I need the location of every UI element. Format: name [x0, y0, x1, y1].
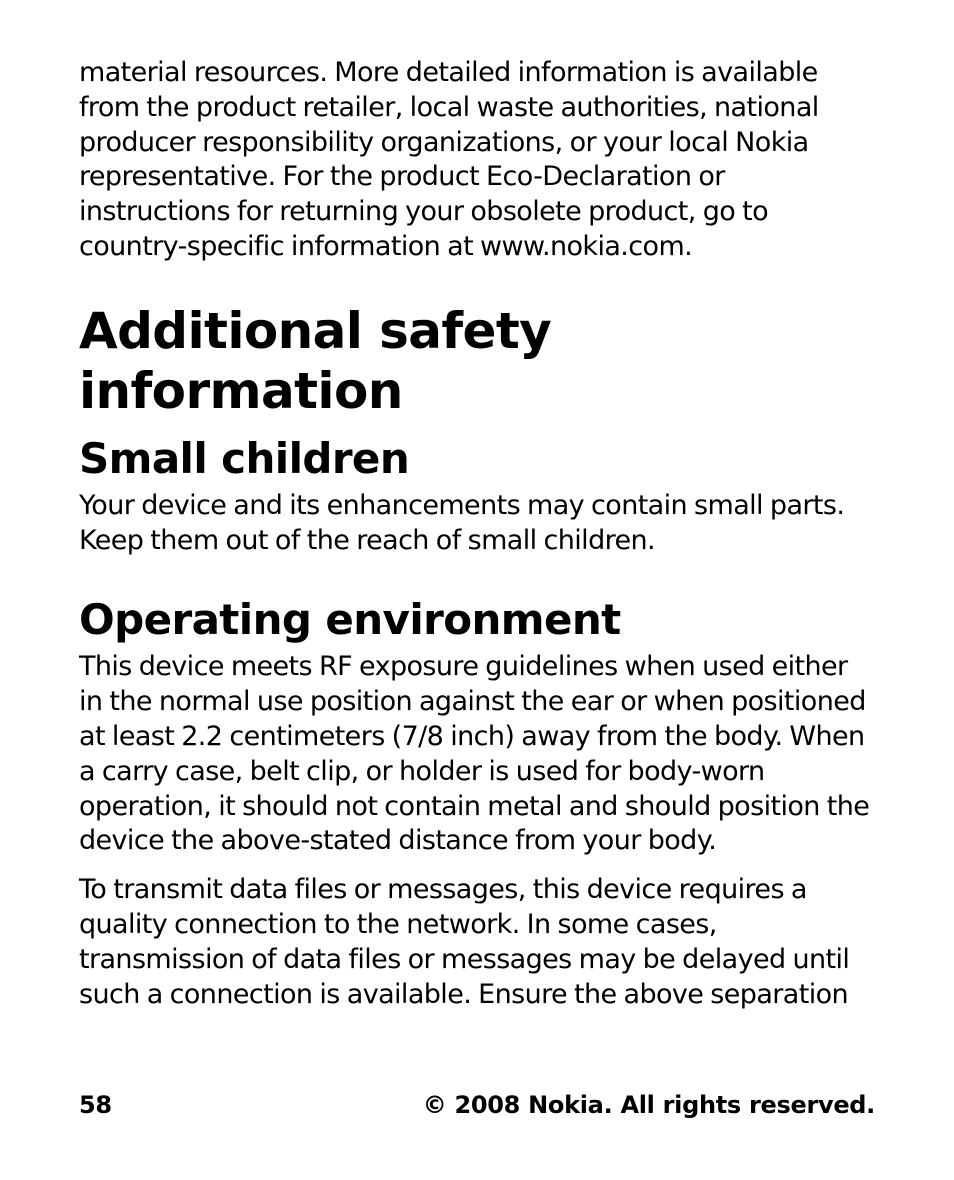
page-footer: [79, 1090, 875, 1120]
intro-paragraph: material resources. More detailed information is available from the product retailer, local waste authorities, national producer responsibility organizations, or your local Nokia representative. For the product Eco-Declaration or instructions for returning your obsolete product, go to country-specific information at www.nokia.com.: [79, 57, 819, 262]
page-content: [79, 56, 875, 1012]
operating-environment-paragraph-2: To transmit data files or messages, this device requires a quality connection to the network. In some cases, transmission of data files or messages may be delayed until such a connection is available. Ensure the above separation: [79, 874, 850, 1010]
page-number: 58: [79, 1091, 112, 1119]
small-children-heading: Small children: [79, 433, 410, 483]
copyright-notice: © 2008 Nokia. All rights reserved.: [422, 1091, 875, 1119]
operating-environment-paragraph-1: This device meets RF exposure guidelines when used either in the normal use position against the ear or when positioned at least 2.2 centimeters (7/8 inch) away from the body. When a carry case, belt clip, or holder is used for body-worn operation, it should not contain metal and should position the device the above-stated distance from your body.: [79, 651, 870, 857]
small-children-paragraph: Your device and its enhancements may contain small parts. Keep them out of the reach of small children.: [79, 489, 845, 556]
section-title: Additional safety information: [79, 301, 552, 420]
operating-environment-heading: Operating environment: [79, 595, 621, 645]
